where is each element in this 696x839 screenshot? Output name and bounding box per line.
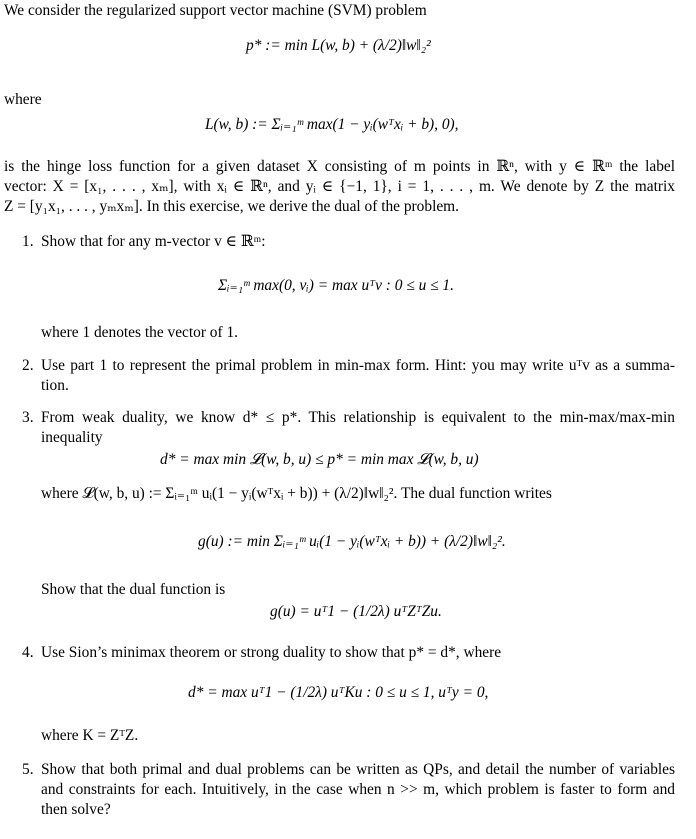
item-4-note: where K = ZᵀZ. xyxy=(41,727,139,744)
item-1-note: where 1 denotes the vector of 1. xyxy=(41,324,239,341)
dual-function-definition xyxy=(198,532,558,552)
item-number: 5. xyxy=(22,761,34,778)
hinge-description-line-3: Z = [y₁x₁, . . . , yₘxₘ]. In this exercise, we derive the dual of the problem. xyxy=(4,198,459,215)
item-2-line-1: Use part 1 to represent the primal problem in min-max form. Hint: you may write uᵀv as a summa- xyxy=(41,357,675,374)
dual-function-definition-text: g(u) := min Σᵢ₌₁ᵐ uᵢ(1 − yᵢ(wᵀxᵢ + b)) + (λ/2)‖w‖₂². xyxy=(198,533,506,550)
item-1-text: Show that for any m-vector v ∈ ℝᵐ: xyxy=(41,233,266,250)
item-1-equation xyxy=(218,276,518,296)
item-2-line-2: tion. xyxy=(41,377,69,394)
where-label: where xyxy=(4,91,42,108)
item-4-equation xyxy=(188,683,588,703)
item-5-line-3: then solve? xyxy=(41,801,111,818)
lagrangian-definition: where 𝓛(w, b, u) := Σᵢ₌₁ᵐ uᵢ(1 − yᵢ(wᵀxᵢ + b)) + (λ/2)‖w‖₂². The dual function writes xyxy=(41,485,552,502)
item-number: 3. xyxy=(22,409,34,426)
item-4-text: Use Sion’s minimax theorem or strong duality to show that p* = d*, where xyxy=(41,644,502,661)
intro-line: We consider the regularized support vector machine (SVM) problem xyxy=(4,2,427,19)
primal-equation-text: p* := min L(w, b) + (λ/2)‖w‖₂² xyxy=(246,37,431,54)
item-number: 1. xyxy=(22,233,34,250)
item-3-line-1: From weak duality, we know d* ≤ p*. This relationship is equivalent to the min-max/max-min xyxy=(41,409,675,426)
item-3-line-2: inequality xyxy=(41,429,103,446)
hinge-equation-text: L(w, b) := Σᵢ₌₁ᵐ max(1 − yᵢ(wᵀxᵢ + b), 0), xyxy=(205,116,459,133)
minmax-inequality-text: d* = max min 𝓛(w, b, u) ≤ p* = min max 𝓛(w, b, u) xyxy=(160,451,479,468)
item-5-line-2: and constraints for each. Intuitively, in the case when n >> m, which problem is faster to form and xyxy=(41,781,675,798)
item-5-line-1: Show that both primal and dual problems can be written as QPs, and detail the number of variables xyxy=(41,761,675,778)
dual-function-result-text: g(u) = uᵀ1 − (1/2λ) uᵀZᵀZu. xyxy=(270,603,442,620)
item-3-show-text: Show that the dual function is xyxy=(41,581,226,598)
item-1-equation-text: Σᵢ₌₁ᵐ max(0, vᵢ) = max uᵀv : 0 ≤ u ≤ 1. xyxy=(218,277,454,294)
item-4-equation-text: d* = max uᵀ1 − (1/2λ) uᵀKu : 0 ≤ u ≤ 1, uᵀy = 0, xyxy=(188,684,489,701)
item-number: 2. xyxy=(22,357,34,374)
primal-equation xyxy=(246,36,506,56)
item-number: 4. xyxy=(22,644,34,661)
hinge-description-line-2: vector: X = [x₁, . . . , xₘ], with xᵢ ∈ ℝⁿ, and yᵢ ∈ {−1, 1}, i = 1, . . . , m. We denote by Z the matrix xyxy=(4,178,675,195)
dual-function-result xyxy=(270,602,530,622)
hinge-equation xyxy=(205,115,505,135)
hinge-description-line-1: is the hinge loss function for a given dataset X consisting of m points in ℝⁿ, with y ∈ ℝᵐ the label xyxy=(4,158,675,175)
minmax-inequality xyxy=(160,450,580,470)
